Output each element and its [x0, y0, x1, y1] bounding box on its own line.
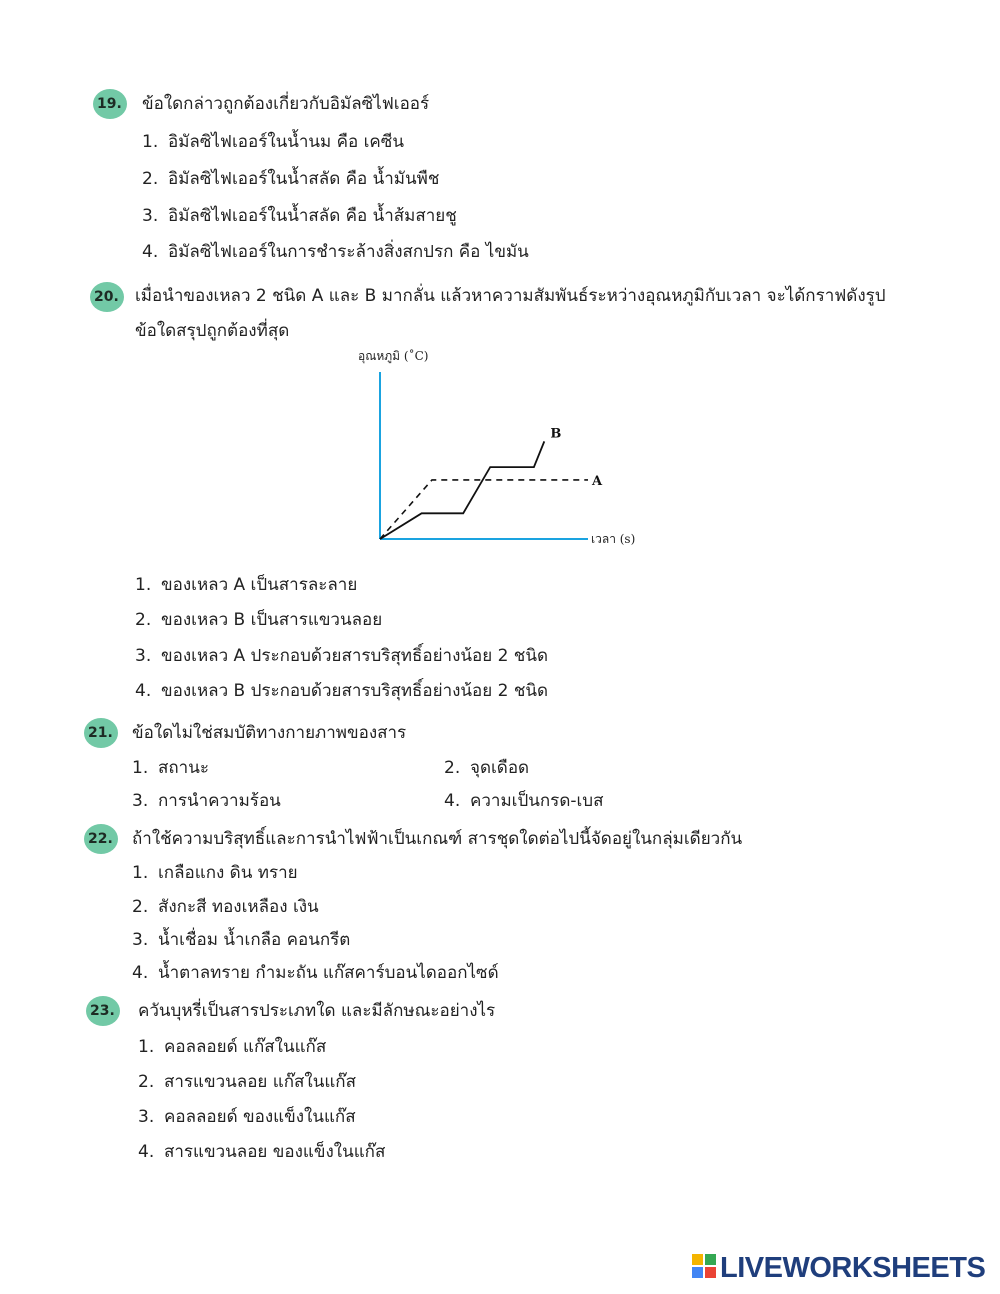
option-1[interactable] [142, 131, 404, 153]
question-text: ควันบุหรี่เป็นสารประเภทใด และมีลักษณะอย่างไร [138, 1001, 496, 1021]
question-number-badge: 22. [84, 824, 118, 854]
option-text: ของเหลว A ประกอบด้วยสารบริสุทธิ์อย่างน้อย 2 ชนิด [161, 646, 549, 666]
option-number: 2. [135, 610, 152, 630]
chart-series-a-label: A [592, 473, 603, 489]
logo-grid-icon [692, 1254, 718, 1280]
distillation-chart [340, 340, 660, 555]
option-2[interactable] [142, 168, 439, 190]
option-text: การนำความร้อน [158, 791, 281, 811]
option-number: 1. [132, 863, 149, 883]
option-text: สังกะสี ทองเหลือง เงิน [158, 897, 319, 917]
question-text: ข้อใดกล่าวถูกต้องเกี่ยวกับอิมัลซิไฟเออร์ [142, 94, 430, 114]
option-number: 2. [142, 169, 159, 189]
option-4[interactable] [138, 1141, 385, 1163]
option-4[interactable] [142, 241, 529, 263]
option-3[interactable] [132, 790, 281, 812]
option-1[interactable] [132, 862, 298, 884]
chart-x-axis-label: เวลา (s) [591, 532, 636, 546]
chart-y-axis-label: อุณหภูมิ (˚C) [358, 349, 429, 363]
option-3[interactable] [138, 1106, 356, 1128]
option-number: 2. [444, 758, 461, 778]
option-text: น้ำตาลทราย กำมะถัน แก๊สคาร์บอนไดออกไซด์ [158, 963, 499, 983]
option-3[interactable] [142, 205, 457, 227]
option-text: น้ำเชื่อม น้ำเกลือ คอนกรีต [158, 930, 351, 950]
option-number: 3. [132, 791, 149, 811]
option-1[interactable] [138, 1036, 326, 1058]
question-text: ถ้าใช้ความบริสุทธิ์และการนำไฟฟ้าเป็นเกณฑ์ สารชุดใดต่อไปนี้จัดอยู่ในกลุ่มเดียวกัน [132, 829, 743, 849]
option-number: 1. [135, 575, 152, 595]
chart-series-a-line [380, 480, 588, 539]
liveworksheets-logo[interactable] [692, 1252, 985, 1286]
question-text-line2: ข้อใดสรุปถูกต้องที่สุด [135, 321, 290, 341]
option-text: สารแขวนลอย แก๊สในแก๊ส [164, 1072, 356, 1092]
option-number: 1. [132, 758, 149, 778]
option-text: สารแขวนลอย ของแข็งในแก๊ส [164, 1142, 386, 1162]
option-number: 4. [444, 791, 461, 811]
question-text: เมื่อนำของเหลว 2 ชนิด A และ B มากลั่น แล้วหาความสัมพันธ์ระหว่างอุณหภูมิกับเวลา จะได้กราฟดังรูป [135, 286, 886, 306]
option-3[interactable] [135, 645, 548, 667]
question-number-badge: 19. [93, 89, 127, 119]
option-text: อิมัลซิไฟเออร์ในน้ำสลัด คือ น้ำส้มสายชู [168, 206, 457, 226]
option-2[interactable] [135, 609, 382, 631]
question-number-badge: 21. [84, 718, 118, 748]
option-number: 3. [138, 1107, 155, 1127]
option-text: ความเป็นกรด-เบส [470, 791, 604, 811]
logo-text: LIVEWORKSHEETS [720, 1252, 986, 1284]
option-number: 3. [132, 930, 149, 950]
option-text: จุดเดือด [470, 758, 530, 778]
option-number: 4. [132, 963, 149, 983]
option-2[interactable] [444, 757, 529, 779]
option-text: ของเหลว B ประกอบด้วยสารบริสุทธิ์อย่างน้อย 2 ชนิด [161, 681, 549, 701]
option-text: คอลลอยด์ แก๊สในแก๊ส [164, 1037, 327, 1057]
option-2[interactable] [138, 1071, 356, 1093]
option-number: 1. [138, 1037, 155, 1057]
question-text: ข้อใดไม่ใช่สมบัติทางกายภาพของสาร [132, 723, 407, 743]
option-2[interactable] [132, 896, 319, 918]
option-number: 4. [142, 242, 159, 262]
question-number-badge: 23. [86, 996, 120, 1026]
option-4[interactable] [132, 962, 499, 984]
option-number: 4. [138, 1142, 155, 1162]
chart-series-b-label: B [550, 426, 562, 442]
option-number: 1. [142, 132, 159, 152]
option-text: คอลลอยด์ ของแข็งในแก๊ส [164, 1107, 356, 1127]
option-text: ของเหลว B เป็นสารแขวนลอย [161, 610, 383, 630]
option-text: ของเหลว A เป็นสารละลาย [161, 575, 358, 595]
option-4[interactable] [444, 790, 603, 812]
option-text: อิมัลซิไฟเออร์ในน้ำนม คือ เคซีน [168, 132, 404, 152]
option-number: 4. [135, 681, 152, 701]
option-1[interactable] [135, 574, 357, 596]
option-4[interactable] [135, 680, 548, 702]
option-1[interactable] [132, 757, 209, 779]
option-number: 3. [142, 206, 159, 226]
option-3[interactable] [132, 929, 350, 951]
question-number-badge: 20. [90, 282, 124, 312]
option-text: เกลือแกง ดิน ทราย [158, 863, 298, 883]
option-text: อิมัลซิไฟเออร์ในการชำระล้างสิ่งสกปรก คือ ไขมัน [168, 242, 529, 262]
option-text: อิมัลซิไฟเออร์ในน้ำสลัด คือ น้ำมันพืช [168, 169, 440, 189]
option-text: สถานะ [158, 758, 209, 778]
option-number: 3. [135, 646, 152, 666]
chart-series-b-line [380, 441, 544, 539]
option-number: 2. [132, 897, 149, 917]
option-number: 2. [138, 1072, 155, 1092]
